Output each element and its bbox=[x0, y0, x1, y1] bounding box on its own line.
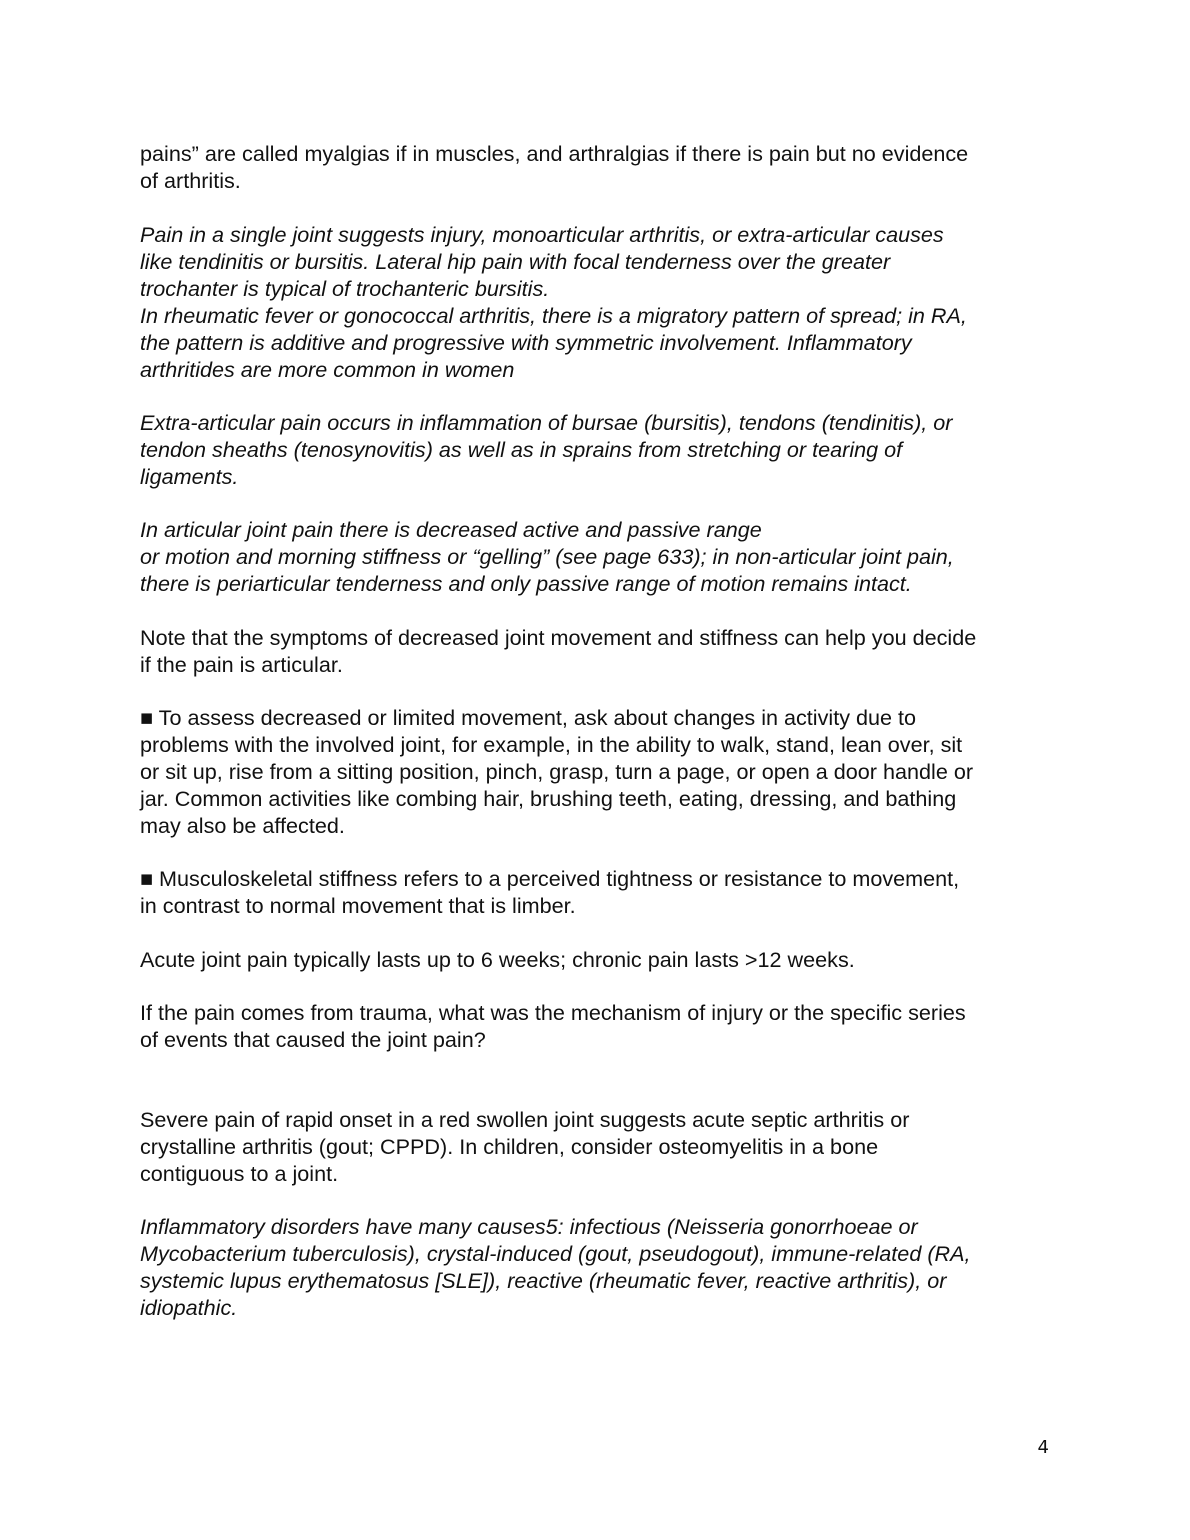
text-line: tendon sheaths (tenosynovitis) as well as in sprains from stretching or tearing of bbox=[140, 437, 903, 462]
paragraph-single-joint bbox=[140, 221, 1055, 383]
text-line: arthritides are more common in women bbox=[140, 357, 515, 382]
paragraph-inflammatory bbox=[140, 1213, 1055, 1321]
text-line: or sit up, rise from a sitting position, pinch, grasp, turn a page, or open a door handle or bbox=[140, 759, 974, 784]
text-line: if the pain is articular. bbox=[140, 652, 343, 677]
text-line: problems with the involved joint, for example, in the ability to walk, stand, lean over, sit bbox=[140, 732, 963, 757]
text-line: jar. Common activities like combing hair, brushing teeth, eating, dressing, and bathing bbox=[140, 786, 957, 811]
text-line: or motion and morning stiffness or “gelling” (see page 633); in non-articular joint pain, bbox=[140, 544, 954, 569]
paragraph-extra-articular bbox=[140, 409, 1055, 490]
paragraph-severe bbox=[140, 1106, 1055, 1187]
text-line: systemic lupus erythematosus [SLE]), reactive (rheumatic fever, reactive arthritis), or bbox=[140, 1268, 947, 1293]
text-line: of events that caused the joint pain? bbox=[140, 1027, 486, 1052]
text-line: pains” are called myalgias if in muscles, and arthralgias if there is pain but no evidence bbox=[140, 141, 969, 166]
text-line: ■ Musculoskeletal stiffness refers to a perceived tightness or resistance to movement, bbox=[140, 866, 960, 891]
text-line: contiguous to a joint. bbox=[140, 1161, 339, 1186]
paragraph-note bbox=[140, 624, 1055, 678]
page-number: 4 bbox=[1037, 1437, 1049, 1458]
paragraph-trauma bbox=[140, 999, 1055, 1053]
bullet-stiffness bbox=[140, 865, 1055, 919]
text-line: Pain in a single joint suggests injury, monoarticular arthritis, or extra-articular causes bbox=[140, 222, 944, 247]
text-line: of arthritis. bbox=[140, 168, 241, 193]
text-line: If the pain comes from trauma, what was the mechanism of injury or the specific series bbox=[140, 1000, 966, 1025]
text-line: Severe pain of rapid onset in a red swollen joint suggests acute septic arthritis or bbox=[140, 1107, 910, 1132]
text-line: trochanter is typical of trochanteric bursitis. bbox=[140, 276, 550, 301]
text-line: crystalline arthritis (gout; CPPD). In children, consider osteomyelitis in a bone bbox=[140, 1134, 879, 1159]
paragraph-articular bbox=[140, 516, 1055, 597]
text-line: Inflammatory disorders have many causes5: infectious (Neisseria gonorrhoeae or bbox=[140, 1214, 918, 1239]
text-line: idiopathic. bbox=[140, 1295, 238, 1320]
text-line: ligaments. bbox=[140, 464, 239, 489]
text-line: In rheumatic fever or gonococcal arthritis, there is a migratory pattern of spread; in RA, bbox=[140, 303, 967, 328]
text-line: there is periarticular tenderness and only passive range of motion remains intact. bbox=[140, 571, 912, 596]
text-line: may also be affected. bbox=[140, 813, 345, 838]
text-line: Acute joint pain typically lasts up to 6 weeks; chronic pain lasts >12 weeks. bbox=[140, 947, 855, 972]
paragraph-myalgias bbox=[140, 140, 1055, 194]
text-line: Mycobacterium tuberculosis), crystal-induced (gout, pseudogout), immune-related (RA, bbox=[140, 1241, 971, 1266]
bullet-movement bbox=[140, 704, 1055, 839]
text-line: Note that the symptoms of decreased joint movement and stiffness can help you decide bbox=[140, 625, 977, 650]
text-line: in contrast to normal movement that is limber. bbox=[140, 893, 576, 918]
text-line: ■ To assess decreased or limited movement, ask about changes in activity due to bbox=[140, 705, 917, 730]
paragraph-acute bbox=[140, 946, 1055, 973]
text-line: Extra-articular pain occurs in inflammation of bursae (bursitis), tendons (tendinitis), or bbox=[140, 410, 953, 435]
text-line: like tendinitis or bursitis. Lateral hip pain with focal tenderness over the greater bbox=[140, 249, 891, 274]
text-line: In articular joint pain there is decreased active and passive range bbox=[140, 517, 762, 542]
text-line: the pattern is additive and progressive with symmetric involvement. Inflammatory bbox=[140, 330, 912, 355]
